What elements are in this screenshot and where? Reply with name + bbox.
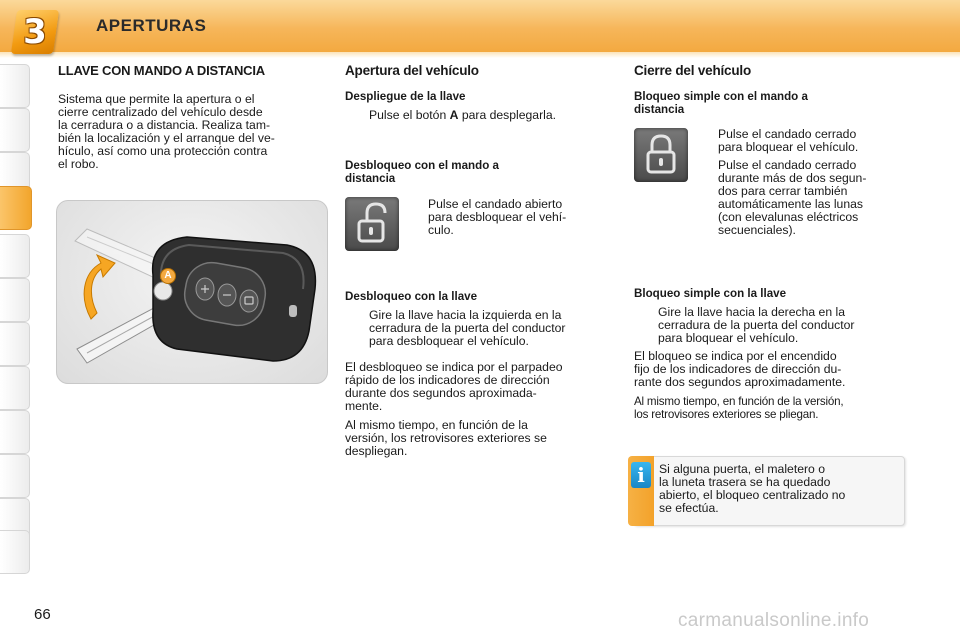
text-line: cerradura de la puerta del conductor bbox=[369, 320, 566, 335]
bullet-remote-unlock bbox=[404, 198, 616, 237]
section-title-key: LLAVE CON MANDO A DISTANCIA bbox=[58, 63, 265, 78]
heading-key-unlock: Desbloqueo con la llave bbox=[345, 290, 478, 303]
text-line: culo. bbox=[428, 223, 454, 237]
heading-remote-unlock bbox=[345, 160, 615, 185]
text-line: Gire la llave hacia la derecha en la bbox=[658, 304, 845, 319]
chapter-tab[interactable] bbox=[0, 530, 30, 574]
heading-remote-lock bbox=[634, 91, 906, 116]
text-line: Al mismo tiempo, en función de la bbox=[345, 417, 528, 432]
key-fob bbox=[153, 237, 316, 361]
text-span: para desplegarla. bbox=[458, 107, 557, 122]
text-line: Sistema que permite la apertura o el bbox=[58, 92, 255, 106]
chapter-tab[interactable] bbox=[0, 410, 30, 454]
text-line: fijo de los indicadores de dirección du- bbox=[634, 361, 842, 376]
padlock-open-icon bbox=[345, 197, 399, 251]
text-line: cerradura de la puerta del conductor bbox=[658, 317, 855, 332]
watermark: carmanualsonline.info bbox=[678, 610, 870, 631]
text-line: Pulse el candado cerrado bbox=[718, 127, 857, 141]
text-line: Gire la llave hacia la izquierda en la bbox=[369, 307, 562, 322]
right-column bbox=[634, 64, 906, 116]
text-span: Pulse el botón bbox=[369, 107, 450, 122]
button-a-label: A bbox=[160, 268, 176, 284]
text-line: (con elevalunas eléctricos bbox=[718, 210, 859, 224]
remote-key-drawing bbox=[57, 201, 328, 384]
heading-key-lock: Bloqueo simple con la llave bbox=[634, 287, 787, 300]
text-line: para bloquear el vehículo. bbox=[658, 330, 799, 345]
chapter-tab[interactable] bbox=[0, 454, 30, 498]
left-column bbox=[58, 64, 330, 171]
heading-deploy: Despliegue de la llave bbox=[345, 90, 466, 103]
text-line: Pulse el candado cerrado bbox=[718, 158, 857, 172]
bullet-key-lock bbox=[634, 306, 906, 345]
bullet-key-unlock bbox=[345, 309, 617, 348]
section-title-opening: Apertura del vehículo bbox=[345, 63, 479, 78]
text-line: automáticamente las lunas bbox=[718, 197, 863, 211]
text-line: dos para cerrar también bbox=[718, 184, 848, 198]
text-line: El bloqueo se indica por el encendido bbox=[634, 348, 837, 363]
text-line: los retrovisores exteriores se pliegan. bbox=[634, 407, 819, 421]
middle-key-unlock bbox=[345, 291, 617, 458]
text-line: rante dos segundos aproximadamente. bbox=[634, 374, 846, 389]
middle-remote-unlock bbox=[345, 160, 615, 185]
right-key-lock bbox=[634, 288, 906, 421]
section-title-closing: Cierre del vehículo bbox=[634, 63, 751, 78]
text-line: durante dos segundos aproximada- bbox=[345, 385, 537, 400]
chapter-number: 3 bbox=[23, 12, 47, 52]
chapter-tab[interactable] bbox=[0, 278, 30, 322]
padlock-closed-icon bbox=[634, 128, 688, 182]
info-icon: i bbox=[631, 462, 651, 488]
paragraph-mirrors-fold bbox=[634, 395, 906, 421]
text-line: el robo. bbox=[58, 157, 99, 171]
chapter-tab-rail bbox=[0, 64, 34, 574]
key-illustration bbox=[56, 200, 328, 384]
chapter-tab[interactable] bbox=[0, 366, 30, 410]
chapter-tab[interactable] bbox=[0, 322, 30, 366]
text-line: despliegan. bbox=[345, 443, 408, 458]
chapter-title: APERTURAS bbox=[96, 16, 207, 35]
middle-column bbox=[345, 64, 615, 122]
text-line: rápido de los indicadores de dirección bbox=[345, 372, 550, 387]
text-line: cierre centralizado del vehículo desde bbox=[58, 105, 263, 119]
text-line: la cerradura o a distancia. Realiza tam- bbox=[58, 118, 271, 132]
text-line: hículo, así como una protección contra bbox=[58, 144, 268, 158]
chapter-tab-active[interactable] bbox=[0, 186, 32, 230]
bullet-item bbox=[694, 159, 904, 237]
text-line: versión, los retrovisores exteriores se bbox=[345, 430, 547, 445]
text-line: distancia bbox=[634, 102, 685, 116]
bullet-item bbox=[694, 128, 904, 154]
text-line: secuenciales). bbox=[718, 223, 796, 237]
bullet-item bbox=[404, 198, 616, 237]
text-line: Si alguna puerta, el maletero o bbox=[659, 462, 825, 476]
chapter-tab[interactable] bbox=[0, 234, 30, 278]
text-line: durante más de dos segun- bbox=[718, 171, 867, 185]
header-fade bbox=[0, 52, 960, 58]
text-line: para desbloquear el vehí- bbox=[428, 210, 567, 224]
text-line: para bloquear el vehículo. bbox=[718, 140, 859, 154]
paragraph-lock-indication bbox=[634, 350, 906, 389]
text-line: la luneta trasera se ha quedado bbox=[659, 475, 831, 489]
bullet-deploy bbox=[345, 109, 615, 122]
text-line: mente. bbox=[345, 398, 383, 413]
info-text bbox=[659, 463, 897, 515]
text-line: Bloqueo simple con el mando a bbox=[634, 90, 808, 103]
bullets-remote-lock bbox=[694, 128, 904, 237]
text-line: abierto, el bloqueo centralizado no bbox=[659, 488, 846, 502]
text-line: Al mismo tiempo, en función de la versión, bbox=[634, 394, 844, 408]
intro-paragraph bbox=[58, 93, 330, 171]
chapter-tab[interactable] bbox=[0, 108, 30, 152]
text-bold: A bbox=[449, 107, 459, 122]
text-line: Desbloqueo con el mando a bbox=[345, 159, 499, 172]
text-line: Pulse el candado abierto bbox=[428, 197, 563, 211]
rotate-arrow-icon bbox=[84, 255, 115, 319]
text-line: El desbloqueo se indica por el parpadeo bbox=[345, 359, 563, 374]
text-line: para desbloquear el vehículo. bbox=[369, 333, 529, 348]
chapter-tab[interactable] bbox=[0, 64, 30, 108]
paragraph-unlock-indication bbox=[345, 361, 617, 413]
paragraph-mirrors-unfold bbox=[345, 419, 617, 458]
text-line: bién la localización y el arranque del ve- bbox=[58, 131, 275, 145]
page-number: 66 bbox=[34, 606, 51, 623]
text-line: se efectúa. bbox=[659, 501, 719, 515]
text-line: distancia bbox=[345, 171, 396, 185]
